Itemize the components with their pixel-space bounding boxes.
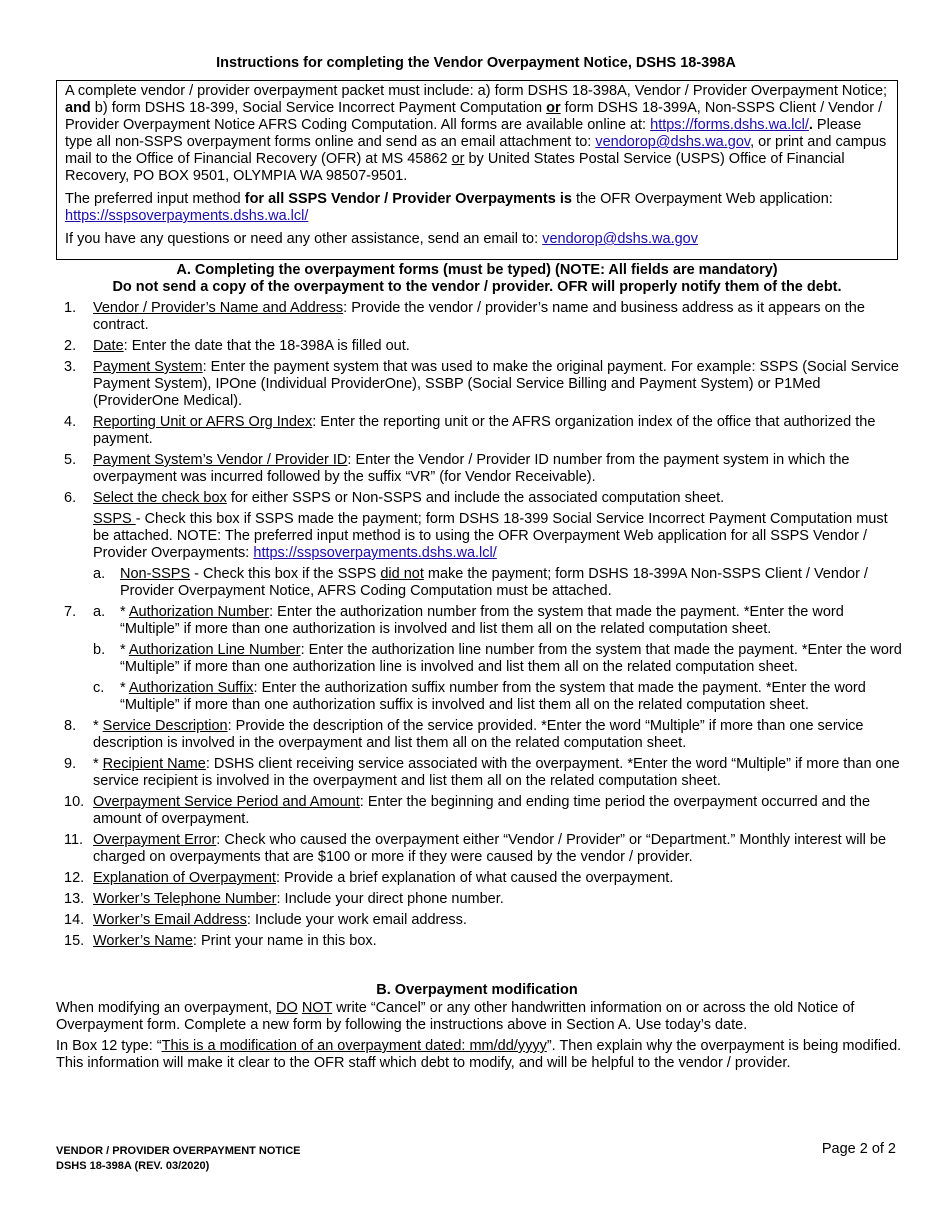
- footer-form-info: [56, 1144, 300, 1174]
- sspsoverpayments-link[interactable]: https://sspsoverpayments.dshs.wa.lcl/: [65, 208, 309, 224]
- vendorop-email-link[interactable]: vendorop@dshs.wa.gov: [595, 134, 751, 150]
- sub-item-authorization-line-number: b. * Authorization Line Number: Enter the authorization line number from the system that made the payment. *Enter the word “Multiple” if more than one authorization line is involved and list them all on the related computation sheet.: [93, 642, 902, 675]
- page-title: Instructions for completing the Vendor Overpayment Notice, DSHS 18-398A: [216, 55, 736, 71]
- list-item: 10. Overpayment Service Period and Amount: Enter the beginning and ending time period the overpayment occurred and the amount of overpayment.: [64, 794, 871, 827]
- list-item: 15. Worker’s Name: Print your name in this box.: [64, 933, 377, 949]
- list-item: 12. Explanation of Overpayment: Provide a brief explanation of what caused the overpayment.: [64, 870, 674, 886]
- section-a-heading: A. Completing the overpayment forms (must be typed) (NOTE: All fields are mandatory) Do not send a copy of the overpayment to the vendor / provider. OFR will properly notify them of the debt.: [112, 262, 842, 295]
- list-item: 9. * Recipient Name: DSHS client receiving service associated with the overpayment. *Enter the word “Multiple” if more than one service recipient is involved in the overpayment and list them all on the related computation sheet.: [64, 756, 900, 789]
- list-item: 13. Worker’s Telephone Number: Include your direct phone number.: [64, 891, 504, 907]
- footer-form-number: DSHS 18-398A (REV. 03/2020): [56, 1160, 210, 1172]
- intro-box: [56, 80, 898, 260]
- list-item: 11. Overpayment Error: Check who caused the overpayment either “Vendor / Provider” or “Department.” Monthly interest will be charged on overpayments that are $100 or more if they were caused by the vendor / provider.: [64, 832, 887, 865]
- list-item: 14. Worker’s Email Address: Include your work email address.: [64, 912, 467, 928]
- intro-paragraph-contact: If you have any questions or need any other assistance, send an email to: vendorop@dshs.wa.gov: [65, 231, 698, 247]
- intro-paragraph-packet: A complete vendor / provider overpayment packet must include: a) form DSHS 18-398A, Vendor / Provider Overpayment Notice; and b) form DSHS 18-399, Social Service Incorrect Payment Computation or form DSHS 18-399A, Non-SSPS Client / Vendor / Provider Overpayment Notice AFRS Coding Computation. All forms are available online at: https://forms.dshs.wa.lcl/. Please type all non-SSPS overpayment forms online and send as an email attachment to: vendorop@dshs.wa.gov, or print and campus mail to the Office of Financial Recovery (OFR) at MS 45862 or by United States Postal Service (USPS) Office of Financial Recovery, PO BOX 9501, OLYMPIA WA 98507-9501.: [65, 83, 888, 184]
- intro-paragraph-preferred: The preferred input method for all SSPS Vendor / Provider Overpayments is the OFR Overpayment Web application: https://sspsoverpayments.dshs.wa.lcl/: [65, 191, 833, 224]
- sub-item-authorization-suffix: c. * Authorization Suffix: Enter the authorization suffix number from the system that made the payment. *Enter the word “Multiple” if more than one authorization suffix is involved and list them all on the related computation sheet.: [93, 680, 866, 713]
- forms-link[interactable]: https://forms.dshs.wa.lcl/: [650, 117, 809, 133]
- ssps-web-app-link[interactable]: https://sspsoverpayments.dshs.wa.lcl/: [253, 545, 497, 561]
- list-item: 5. Payment System’s Vendor / Provider ID: Enter the Vendor / Provider ID number from the payment system in which the overpayment was incurred followed by the suffix “VR” (for Vendor Receivable).: [64, 452, 850, 485]
- sub-item-authorization-number: 7. a. * Authorization Number: Enter the authorization number from the system that made the payment. *Enter the word “Multiple” if more than one authorization is involved and list them all on the related computation sheet.: [64, 604, 844, 637]
- list-item: 8. * Service Description: Provide the description of the service provided. *Enter the word “Multiple” if more than one service description is involved in the overpayment and list them all on the related computation sheet.: [64, 718, 864, 751]
- list-item: 1. Vendor / Provider’s Name and Address: Provide the vendor / provider’s name and business address as it appears on the contract.: [64, 300, 865, 333]
- section-b-paragraph-modify: When modifying an overpayment, DO NOT write “Cancel” or any other handwritten information on or across the old Notice of Overpayment form. Complete a new form by following the instructions above in Section A. Use today’s date.: [56, 1000, 855, 1033]
- list-item: 6. Select the check box for either SSPS or Non-SSPS and include the associated computation sheet.: [64, 490, 725, 506]
- instruction-list: [56, 300, 902, 954]
- list-item: 4. Reporting Unit or AFRS Org Index: Enter the reporting unit or the AFRS organization index of the office that authorized the payment.: [64, 414, 876, 447]
- footer-form-name: VENDOR / PROVIDER OVERPAYMENT NOTICE: [56, 1145, 301, 1157]
- section-b-body: [56, 1000, 902, 1076]
- list-item: 3. Payment System: Enter the payment system that was used to make the original payment. For example: SSPS (Social Service Payment System), IPOne (Individual ProviderOne), SSBP (Social Service Billing and Payment System) or P1Med (ProviderOne Medical).: [64, 359, 899, 409]
- sub-item-non-ssps: a. Non-SSPS - Check this box if the SSPS did not make the payment; form DSHS 18-399A Non-SSPS Client / Vendor / Provider Overpayment Notice, AFRS Coding Computation must be attached.: [93, 566, 868, 599]
- page-number: Page 2 of 2: [821, 1141, 896, 1157]
- contact-email-link[interactable]: vendorop@dshs.wa.gov: [542, 231, 698, 247]
- section-b-heading: B. Overpayment modification: [376, 982, 578, 998]
- ssps-note: SSPS - Check this box if SSPS made the payment; form DSHS 18-399 Social Service Incorrect Payment Computation must be attached. NOTE: The preferred input method is to using the OFR Overpayment Web application for all SSPS Vendor / Provider Overpayments: https://sspsoverpayments.dshs.wa.lcl/: [93, 511, 888, 561]
- list-item: 2. Date: Enter the date that the 18-398A is filled out.: [64, 338, 410, 354]
- section-b-paragraph-box12: In Box 12 type: “This is a modification of an overpayment dated: mm/dd/yyyy”. Then explain why the overpayment is being modified. This information will make it clear to the OFR staff which debt to modify, and will be helpful to the vendor / provider.: [56, 1038, 902, 1071]
